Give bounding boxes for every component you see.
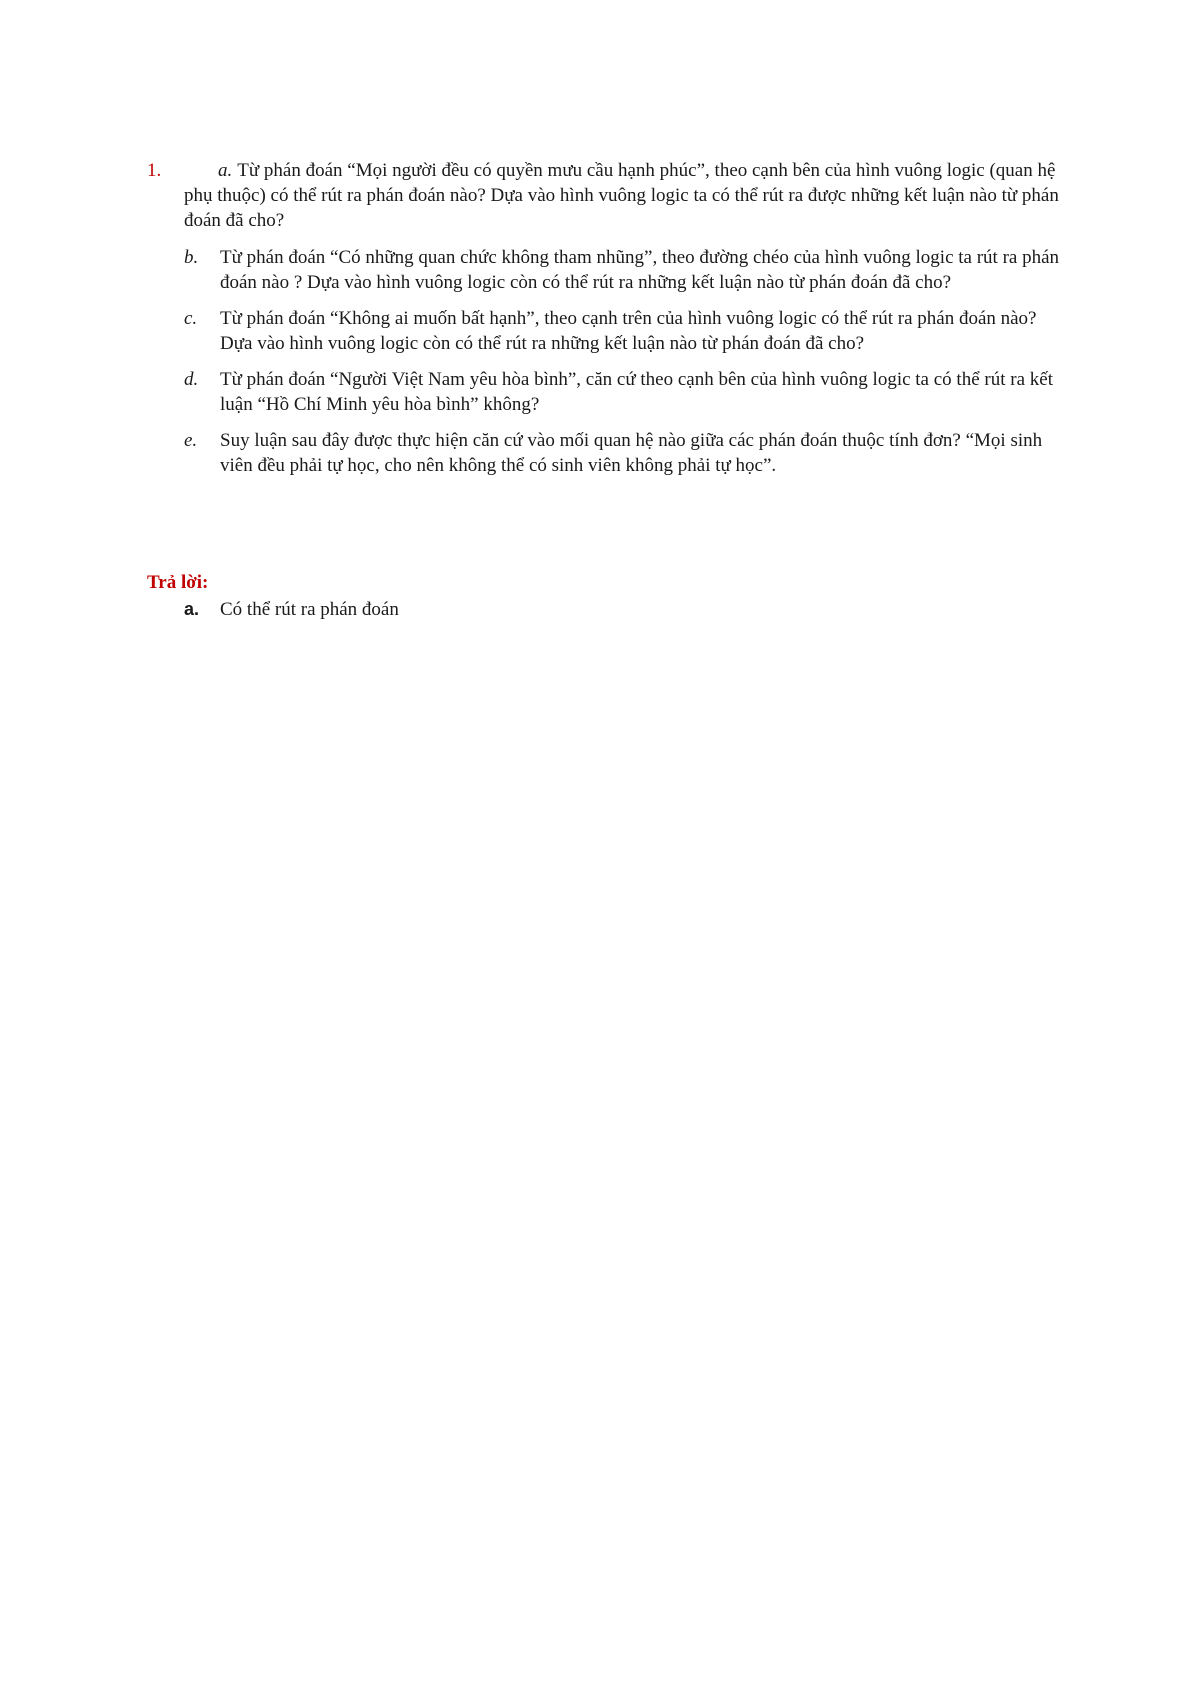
answer-item-a <box>184 597 1064 622</box>
answer-letter: a. <box>184 599 200 619</box>
answer-text: Có thể rút ra phán đoán <box>220 599 399 620</box>
item-text: Suy luận sau đây được thực hiện căn cứ vào mối quan hệ nào giữa các phán đoán thuộc tính đơn? “Mọi sinh viên đều phải tự học, cho nên không thể có sinh viên không phải tự học”. <box>220 430 1043 476</box>
item-letter: e. <box>184 430 198 451</box>
question-item-b <box>184 245 1064 295</box>
item-letter: c. <box>184 308 198 329</box>
item-text: Từ phán đoán “Không ai muốn bất hạnh”, theo cạnh trên của hình vuông logic có thể rút ra phán đoán nào? Dựa vào hình vuông logic còn có thể rút ra những kết luận nào từ phán đoán đã cho? <box>220 308 1037 354</box>
question-item-a <box>184 158 1064 233</box>
item-text: Từ phán đoán “Mọi người đều có quyền mưu cầu hạnh phúc”, theo cạnh bên của hình vuông logic (quan hệ phụ thuộc) có thể rút ra phán đoán nào? Dựa vào hình vuông logic ta có thể rút ra được những kết luận nào từ phán đoán đã cho? <box>184 160 1059 231</box>
item-letter: d. <box>184 369 199 390</box>
question-item-c <box>184 306 1064 356</box>
answer-label: Trả lời: <box>147 572 209 593</box>
question-item-e <box>184 428 1064 478</box>
item-text: Từ phán đoán “Người Việt Nam yêu hòa bình”, căn cứ theo cạnh bên của hình vuông logic ta có thể rút ra kết luận “Hồ Chí Minh yêu hòa bình” không? <box>220 369 1053 415</box>
question-number: 1. <box>147 160 162 181</box>
item-letter: a. <box>218 160 233 181</box>
question-item-d <box>184 367 1064 417</box>
item-text: Từ phán đoán “Có những quan chức không tham nhũng”, theo đường chéo của hình vuông logic ta rút ra phán đoán nào ? Dựa vào hình vuông logic còn có thể rút ra những kết luận nào từ phán đoán đã cho? <box>220 247 1060 293</box>
item-letter: b. <box>184 247 199 268</box>
question-block <box>184 158 1064 489</box>
